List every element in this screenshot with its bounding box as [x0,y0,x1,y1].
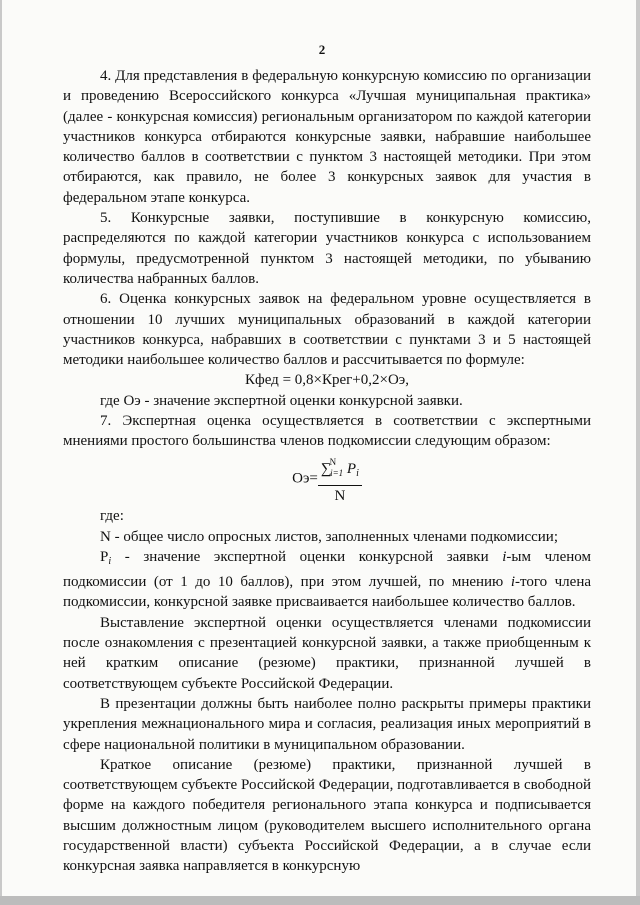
definition-pi-part-a: - значение экспертной оценки конкурсной заявки [124,548,489,565]
formula-denominator: N [334,487,346,504]
symbol-p: P [100,548,109,565]
scan-bottom-edge [0,896,640,905]
paragraph-4: 4. Для представления в федеральную конкурсную комиссию по организации и проведению Всероссийского конкурса «Лучшая муниципальная практика» (далее - конкурсная комиссия) региональным организатором по каждой категории участников конкурса отбираются конкурсные заявки, набравшие наибольшее количество баллов в соответствии с пунктом 3 настоящей методики. При этом отбираются, как правило, не более 3 конкурсных заявок для участия в федеральном этапе конкурса. [63,68,591,206]
definition-pi-part-c: -того члена подкомиссии, конкурсной заявке присваивается наибольшее количество баллов. [63,574,592,611]
sum-sign: ∑ [320,460,332,477]
paragraph-7: 7. Экспертная оценка осуществляется в соответствии с экспертными мнениями простого большинства членов подкомиссии следующим образом: [63,413,591,450]
document-body [63,66,591,877]
symbol-i-2: i [510,574,515,591]
definition-pi-part-b: -ым членом подкомиссии (от 1 до 10 баллов), при этом лучшей, по мнению [63,548,592,591]
symbol-p-index: i [108,555,112,567]
formula-fraction [318,452,362,507]
definition-n: N - общее число опросных листов, заполненных членами подкомиссии; [100,528,558,545]
formula-lhs: Оэ= [292,470,318,487]
paragraph-10: Краткое описание (резюме) практики, признанной лучшей в соответствующем субъекте Российской Федерации, подготавливается в свободной форме на каждого победителя регионального этапа конкурса и подписывается высшим должностным лицом (руководителем высшего исполнительного органа государственной власти) субъекта Российской Федерации, а в случае если конкурсная заявка направляется в конкурсную [63,756,591,875]
sum-lower-limit: i=1 [330,467,344,478]
formula-k-fed: Кфед = 0,8×Крег+0,2×Оэ, [245,372,409,389]
definition-pi [63,547,591,613]
sum-term-index: i [356,467,359,479]
formula-expert-score [63,452,591,507]
document-page [2,0,636,896]
paragraph-6: 6. Оценка конкурсных заявок на федеральном уровне осуществляется в отношении 10 лучших муниципальных образований в каждой категории участников конкурса, набравших в соответствии с пунктами 3 и 5 настоящей методики наибольшее количество баллов и рассчитывается по формуле: [63,291,591,369]
paragraph-9: В презентации должны быть наиболее полно раскрыты примеры практики укрепления межнационального мира и согласия, реализация иных мероприятий в сфере национальной политики в муниципальном образовании. [63,695,591,753]
sum-term: P [346,460,357,477]
symbol-i: i [502,548,507,565]
paragraph-5: 5. Конкурсные заявки, поступившие в конкурсную комиссию, распределяются по каждой категории участников конкурса с использованием формулы, предусмотренной пунктом 3 настоящей методики, по убыванию количества набранных баллов. [63,210,591,287]
formula-1-explanation: где Оэ - значение экспертной оценки конкурсной заявки. [100,392,463,409]
sum-upper-limit: N [329,456,337,467]
paragraph-8: Выставление экспертной оценки осуществляется членами подкомиссии после ознакомления с презентацией конкурсной заявки, а также приобщенным к ней кратким описание (резюме) практики, признанной лучшей в соответствующем субъекте Российской Федерации. [63,614,591,692]
where-label: где: [100,508,124,525]
page-number: 2 [318,42,326,57]
